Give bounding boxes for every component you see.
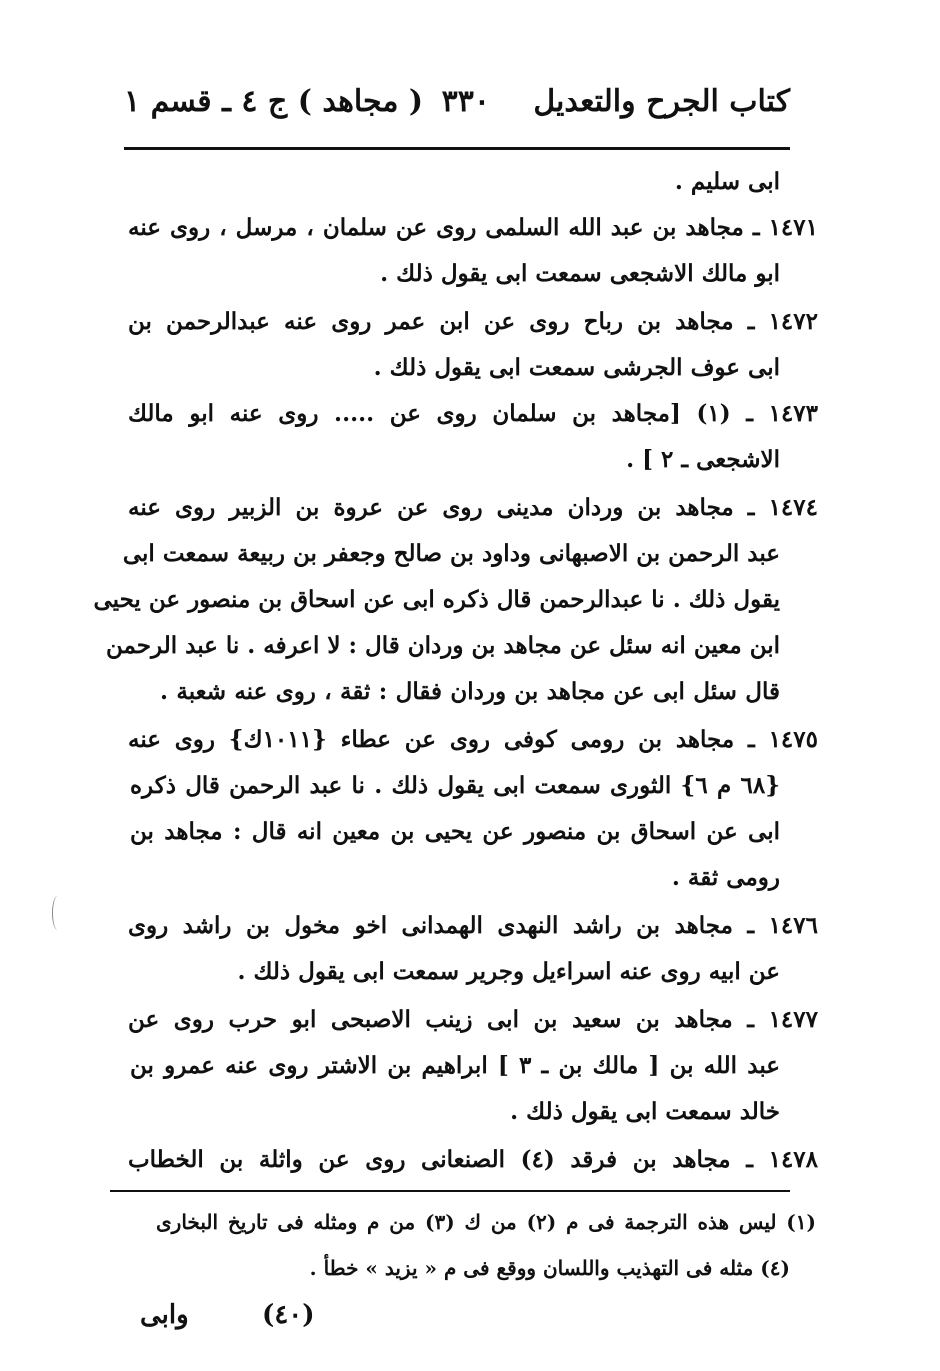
text-line: عن ابيه روى عنه اسراءيل وجرير سمعت ابى يقول ذلك . — [237, 958, 780, 985]
text-line: قال سئل ابى عن مجاهد بن وردان فقال : ثقة ، روى عنه شعبة . — [160, 678, 780, 705]
entry-line: ١٤٧١ ـ مجاهد بن عبد الله السلمى روى عن سلمان ، مرسل ، روى عنه — [128, 214, 818, 241]
entry-line: ١٤٧٧ ـ مجاهد بن سعيد بن ابى زينب الاصبحى ابو حرب روى عن — [128, 1006, 818, 1033]
text-line: عبد الرحمن بن الاصبهانى وداود بن صالح وجعفر بن ربيعة سمعت ابى — [122, 540, 780, 567]
text-line: يقول ذلك . نا عبدالرحمن قال ذكره ابى عن اسحاق بن منصور عن يحيى — [93, 586, 780, 613]
text-line: الاشجعى ـ ٢ ] . — [626, 446, 780, 473]
entry-line: ١٤٧٣ ـ (١) [مجاهد بن سلمان روى عن ..... روى عنه ابو مالك — [128, 400, 819, 427]
entry-line: ١٤٧٨ ـ مجاهد بن فرقد (٤) الصنعانى روى عن واثلة بن الخطاب — [128, 1146, 819, 1173]
footnote-line: (١) ليس هذه الترجمة فى م (٢) من ك (٣) من م ومثله فى تاريخ البخارى — [156, 1210, 816, 1234]
footnote-line: (٤) مثله فى التهذيب واللسان ووقع فى م « يزيد » خطأ . — [309, 1256, 790, 1280]
entry-line: ١٤٧٥ ـ مجاهد بن رومى كوفى روى عن عطاء {١٠١١ك} روى عنه — [128, 726, 818, 753]
sheet-number: (٤٠) — [262, 1300, 315, 1330]
text-line: خالد سمعت ابى يقول ذلك . — [510, 1098, 780, 1125]
text-line: ابو مالك الاشجعى سمعت ابى يقول ذلك . — [380, 260, 780, 287]
text-line: ابن معين انه سئل عن مجاهد بن وردان قال : لا اعرفه . نا عبد الرحمن — [106, 632, 780, 659]
text-line: {٦٨ م ٦} الثورى سمعت ابى يقول ذلك . نا عبد الرحمن قال ذكره — [130, 772, 780, 799]
entry-line: ١٤٧٦ ـ مجاهد بن راشد النهدى الهمدانى اخو مخول بن راشد روى — [128, 912, 818, 939]
text-line: رومى ثقة . — [671, 864, 780, 891]
footnote-rule — [110, 1190, 790, 1192]
text-line: عبد الله بن [ مالك بن ـ ٣ ] ابراهيم بن الاشتر روى عنه عمرو بن — [130, 1052, 780, 1079]
entry-line: ١٤٧٢ ـ مجاهد بن رباح روى عن ابن عمر روى عنه عبدالرحمن بن — [128, 308, 818, 335]
text-line: ابى عن اسحاق بن منصور عن يحيى بن معين انه قال : مجاهد بن — [130, 818, 780, 845]
text-line: ابى سليم . — [674, 168, 780, 195]
section-label: ( مجاهد ) ج ٤ ـ قسم ١ — [124, 84, 424, 119]
margin-bracket-mark — [52, 896, 63, 930]
page-number: ٣٣٠ — [441, 84, 490, 119]
entry-line: ١٤٧٤ ـ مجاهد بن وردان مدينى روى عن عروة بن الزبير روى عنه — [128, 494, 818, 521]
catchword: وابى — [140, 1300, 189, 1330]
book-title: كتاب الجرح والتعديل — [533, 84, 790, 119]
text-line: ابى عوف الجرشى سمعت ابى يقول ذلك . — [373, 354, 780, 381]
